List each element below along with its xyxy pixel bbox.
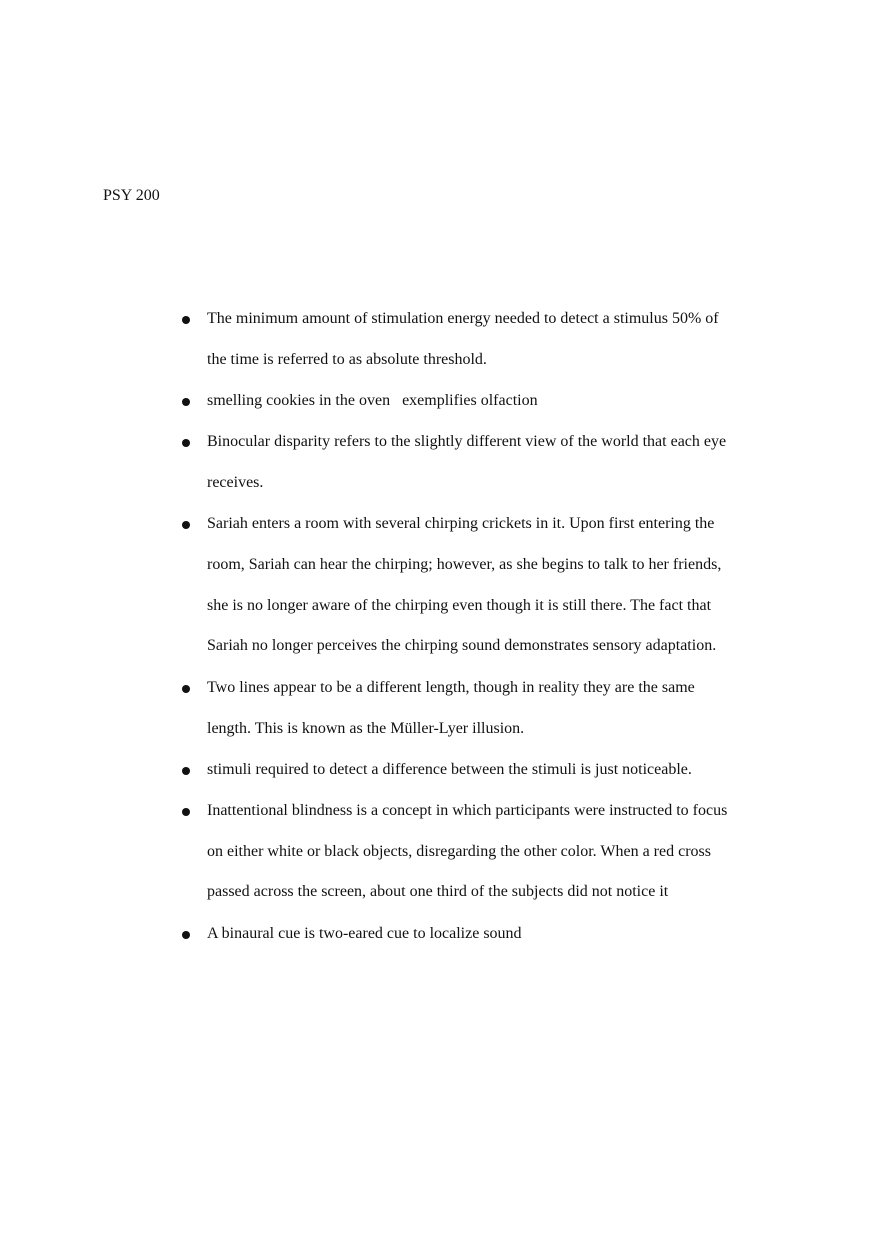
bullet-point-icon (181, 389, 193, 413)
bullet-text-line: Inattentional blindness is a concept in which participants were instructed to focus (207, 802, 728, 819)
bullet-text-line: Binocular disparity refers to the slightly different view of the world that each eye (207, 433, 727, 450)
bullet-text-line: A binaural cue is two-eared cue to localize sound (207, 925, 522, 942)
bullet-text-line: passed across the screen, about one third of the subjects did not notice it (207, 883, 669, 900)
bullet-point-icon (181, 758, 193, 782)
bullet-text-line: on either white or black objects, disregarding the other color. When a red cross (207, 843, 711, 860)
bullet-text-line: length. This is known as the Müller-Lyer illusion. (207, 720, 525, 737)
bullet-text-line: The minimum amount of stimulation energy needed to detect a stimulus 50% of (207, 310, 719, 327)
bullet-text-line: she is no longer aware of the chirping even though it is still there. The fact that (207, 597, 712, 614)
bullet-point-icon (181, 430, 193, 454)
course-label: PSY 200 (103, 187, 160, 204)
bullet-text-line: Two lines appear to be a different length, though in reality they are the same (207, 679, 695, 696)
bullet-point-icon (181, 799, 193, 823)
bullet-point-icon (181, 307, 193, 331)
bullet-point-icon (181, 922, 193, 946)
bullet-text-line: Sariah no longer perceives the chirping sound demonstrates sensory adaptation. (207, 637, 717, 654)
bullet-point-icon (181, 512, 193, 536)
bullet-text-line: smelling cookies in the oven exemplifies olfaction (207, 392, 538, 409)
bullet-text-line: stimuli required to detect a difference between the stimuli is just noticeable. (207, 761, 692, 778)
bullet-text-line: room, Sariah can hear the chirping; however, as she begins to talk to her friends, (207, 556, 722, 573)
bullet-text-line: the time is referred to as absolute threshold. (207, 351, 487, 368)
bullet-text-line: receives. (207, 474, 264, 491)
bullet-text-line: Sariah enters a room with several chirping crickets in it. Upon first entering the (207, 515, 715, 532)
bullet-point-icon (181, 676, 193, 700)
